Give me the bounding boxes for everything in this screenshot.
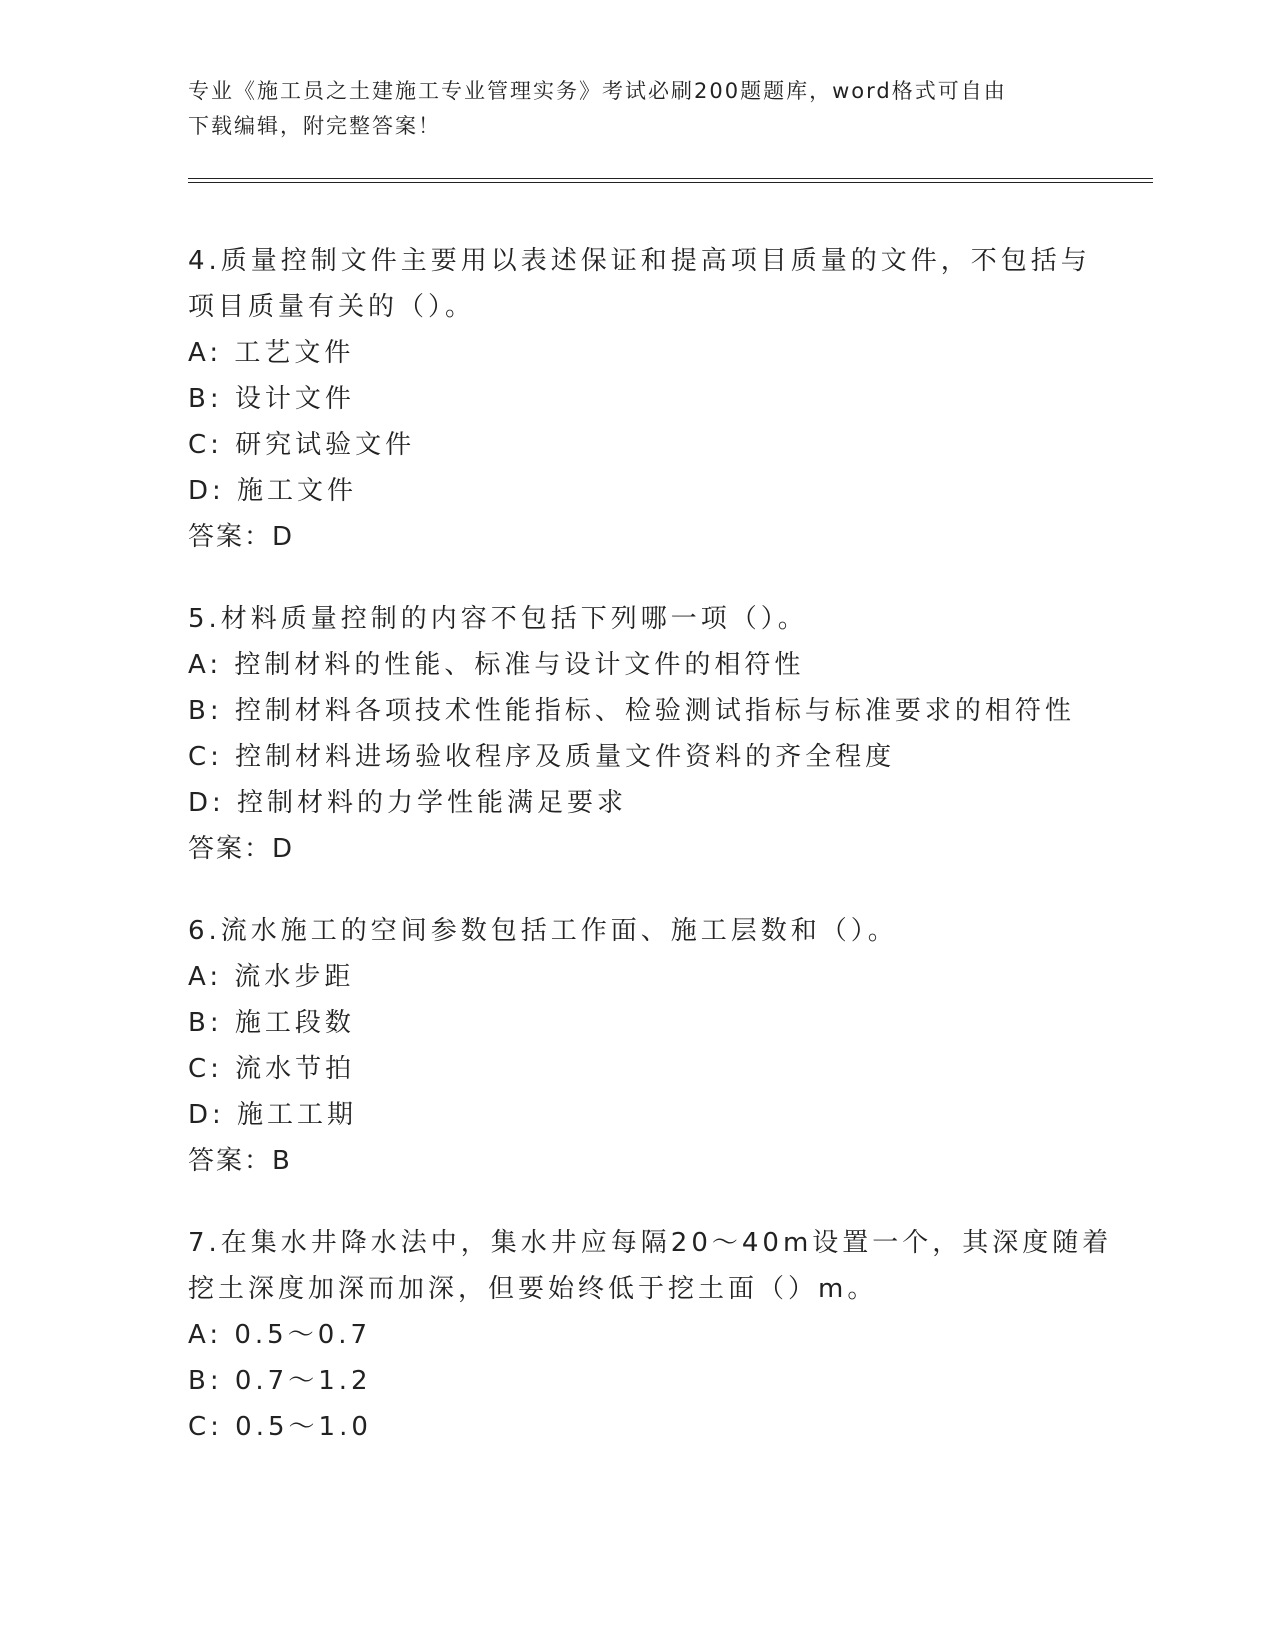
option-b: B: 0.7～1.2: [188, 1366, 372, 1396]
question-stem: 5.材料质量控制的内容不包括下列哪一项（）。: [188, 604, 808, 634]
header-line-2: 下载编辑，附完整答案！: [188, 114, 441, 138]
answer: 答案：B: [188, 1146, 292, 1176]
option-d: D: 控制材料的力学性能满足要求: [188, 788, 628, 818]
header-divider-top: [188, 178, 1153, 179]
header-divider-bottom: [188, 182, 1153, 183]
header-line-1: 专业《施工员之土建施工专业管理实务》考试必刷200题题库，word格式可自由: [188, 79, 1007, 103]
option-c: C: 研究试验文件: [188, 430, 416, 460]
question-7: [188, 1220, 1113, 1450]
question-stem: 7.在集水井降水法中，集水井应每隔20～40m设置一个，其深度随着: [188, 1228, 1113, 1258]
option-b: B: 设计文件: [188, 384, 355, 414]
question-4: [188, 238, 1091, 560]
option-a: A: 控制材料的性能、标准与设计文件的相符性: [188, 650, 805, 680]
option-a: A: 工艺文件: [188, 338, 355, 368]
option-b: B: 控制材料各项技术性能指标、检验测试指标与标准要求的相符性: [188, 696, 1075, 726]
document-header: [188, 74, 1088, 144]
option-d: D: 施工文件: [188, 476, 358, 506]
question-stem: 6.流水施工的空间参数包括工作面、施工层数和（）。: [188, 916, 898, 946]
option-c: C: 流水节拍: [188, 1054, 356, 1084]
answer: 答案：D: [188, 834, 295, 864]
question-5: [188, 596, 1088, 872]
option-a: A: 流水步距: [188, 962, 355, 992]
option-a: A: 0.5～0.7: [188, 1320, 372, 1350]
option-b: B: 施工段数: [188, 1008, 355, 1038]
question-list: [188, 238, 1113, 1486]
question-stem: 项目质量有关的（）。: [188, 292, 476, 322]
option-c: C: 0.5～1.0: [188, 1412, 372, 1442]
question-stem: 挖土深度加深而加深，但要始终低于挖土面（）m。: [188, 1274, 878, 1304]
answer: 答案：D: [188, 522, 295, 552]
question-6: [188, 908, 1088, 1184]
option-c: C: 控制材料进场验收程序及质量文件资料的齐全程度: [188, 742, 896, 772]
option-d: D: 施工工期: [188, 1100, 358, 1130]
question-stem: 4.质量控制文件主要用以表述保证和提高项目质量的文件，不包括与: [188, 246, 1091, 276]
